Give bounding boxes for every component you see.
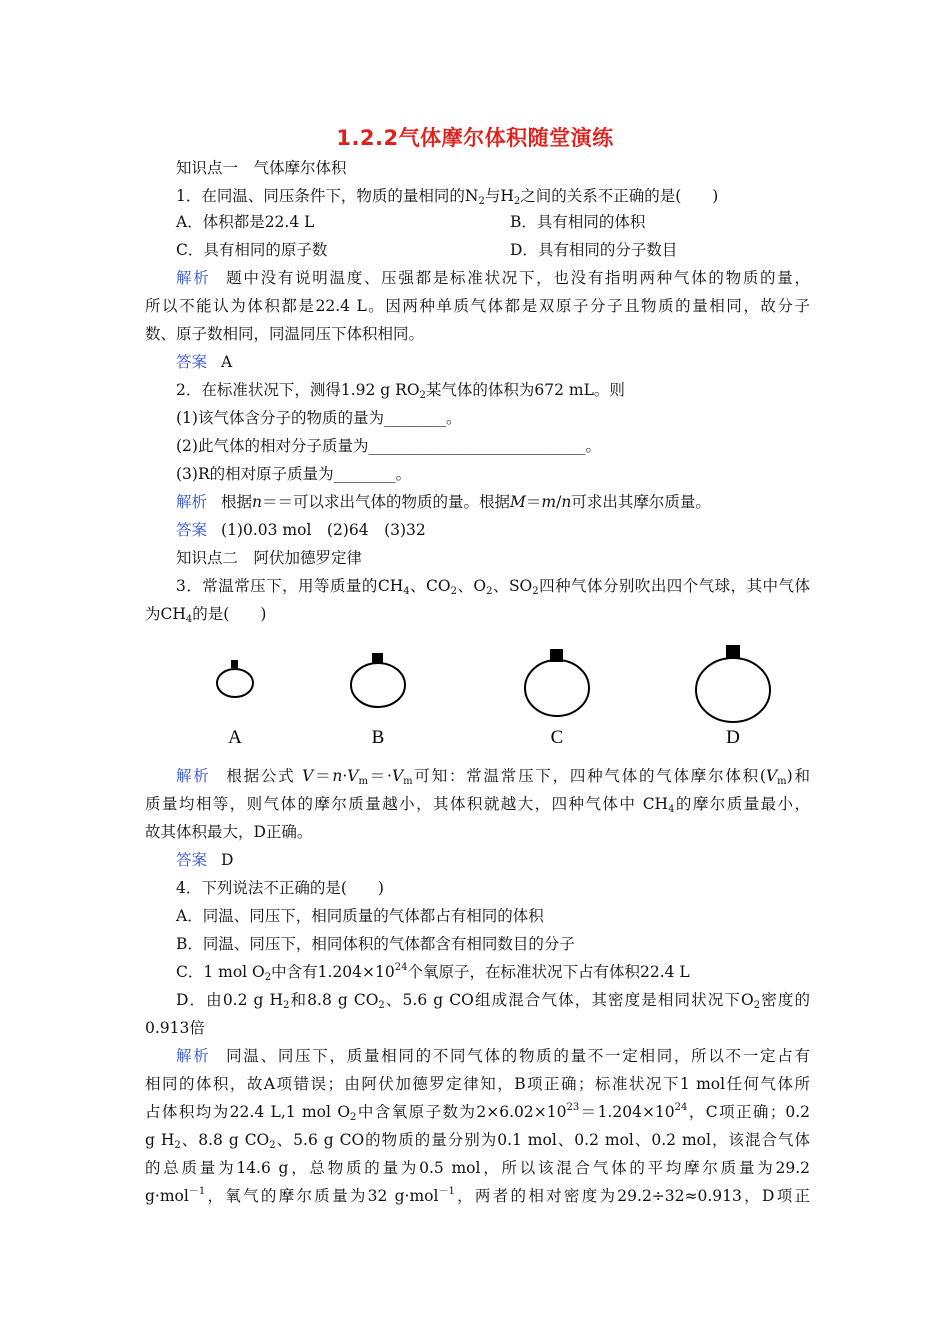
balloon-b-body [351,663,405,707]
question-4-option-b: B．同温、同压下，相同体积的气体都含有相同数目的分子 [176,935,575,953]
question-4-analysis-line-5: 的总质量为14.6 g，总物质的量为0.5 mol，所以该混合气体的平均摩尔质量为29.2 [145,1159,810,1177]
question-3-stem-line-1: 3．常温常压下，用等质量的$CH_4$、$CO_2$、$O_2$、$SO_2$四种气体分别吹出四个气球，其中气体 [176,577,810,597]
question-4-analysis-line-4: g $H_2$、8.8 g $CO_2$、5.6 g CO的物质的量分别为0.1 mol、0.2 mol、0.2 mol，该混合气体 [145,1131,810,1151]
question-1-stem: 1．在同温、同压条件下，物质的量相同的$N_2$与$H_2$之间的关系不正确的是( ) [176,187,719,207]
balloon-a-label: A [228,727,242,748]
section-heading-1: 知识点一 气体摩尔体积 [176,159,347,177]
balloon-d-knot [726,645,740,659]
question-4-analysis-line-6: g·mol$^{-1}$，氧气的摩尔质量为32 g·mol$^{-1}$，两者的相对密度为29.2÷32≈0.913，D项正 [145,1186,810,1205]
balloon-c [525,649,589,748]
question-1-analysis-line-2: 所以不能认为体积都是22.4 L。因两种单质气体都是双原子分子且物质的量相同，故分子 [145,297,810,315]
question-2-part-2: (2)此气体的相对分子质量为____________________________。 [176,437,601,455]
option-b: B．具有相同的体积 [510,213,646,231]
question-3-stem-line-2: 为$CH_4$的是( ) [145,605,267,625]
balloon-b-label: B [371,727,385,748]
option-d: D．具有相同的分子数目 [510,241,678,259]
balloon-a-knot [231,660,238,668]
option-a: A．体积都是22.4 L [176,213,315,231]
answer-label: 答案 [176,851,208,869]
question-4-option-d-line-1: D．由0.2 g $H_2$和8.8 g $CO_2$、5.6 g CO组成混合气体，其密度是相同状况下$O_2$密度的 [176,991,810,1011]
analysis-label: 解析 [176,269,211,287]
question-2-part-1: (1)该气体含分子的物质的量为________。 [176,409,462,427]
balloon-d [696,645,770,748]
question-1-analysis-line-1: 解析 题中没有说明温度、压强都是标准状况下，也没有指明两种气体的物质的量， [176,269,810,287]
question-4-option-c: C．1 mol $O_2$中含有$1.204\times 10^{24}$个氧原子，在标准状况下占有体积22.4 L [176,962,690,983]
question-4-option-d-line-2: 0.913倍 [145,1019,205,1037]
question-2-stem: 2．在标准状况下，测得1.92 g $RO_2$某气体的体积为672 mL。则 [176,381,625,401]
question-2-part-3: (3)R的相对原子质量为________。 [176,465,412,483]
question-1-options-row-2 [176,240,810,260]
page-title: 1.2.2气体摩尔体积随堂演练 [336,126,614,150]
question-4-analysis-line-3: 占体积均为22.4 L,1 mol $O_2$中含氧原子数为$2\times 6.02\times 10^{23}=1.204\times 10^{24}$，C项正确；0.2 [145,1102,810,1123]
analysis-label: 解析 [176,767,211,785]
question-3-analysis-line-2: 质量均相等，则气体的摩尔质量越小，其体积就越大，四种气体中 $CH_4$的摩尔质量最小， [145,795,810,815]
question-3-answer: 答案 D [176,851,234,869]
balloons-figure [200,625,780,755]
balloon-d-label: D [726,727,740,748]
question-3-analysis-line-1: 解析 根据公式 $V=n\cdot V_m=\cdot V_m$可知：常温常压下，四种气体的气体摩尔体积$(V_m)$和 [176,767,810,787]
answer-label: 答案 [176,521,208,539]
question-1-analysis-line-3: 数、原子数相同，同温同压下体积相同。 [145,325,425,343]
question-4-option-a: A．同温、同压下，相同质量的气体都占有相同的体积 [176,907,544,925]
answer-label: 答案 [176,353,208,371]
balloon-a-body [217,669,253,697]
question-1-options-row-1 [176,212,810,232]
balloon-a [217,660,253,748]
balloon-c-label: C [550,727,564,748]
analysis-label: 解析 [176,1047,211,1065]
question-2-analysis: 解析 根据n＝＝可以求出气体的物质的量。根据M＝m/n可求出其摩尔质量。 [176,493,711,511]
balloon-d-body [696,658,770,722]
question-4-stem: 4．下列说法不正确的是( ) [176,879,384,897]
question-4-analysis-line-2: 相同的体积，故A项错误；由阿伏加德罗定律知，B项正确；标准状况下1 mol任何气体所 [145,1075,810,1093]
question-2-answer: 答案 (1)0.03 mol (2)64 (3)32 [176,521,426,539]
option-c: C．具有相同的原子数 [176,241,328,259]
question-1-answer: 答案 A [176,353,233,371]
balloon-c-body [525,660,589,716]
question-3-analysis-line-3: 故其体积最大，D正确。 [145,823,313,841]
balloon-b [351,653,405,748]
question-4-analysis-line-1: 解析 同温、同压下，质量相同的不同气体的物质的量不一定相同，所以不一定占有 [176,1047,810,1065]
section-heading-2: 知识点二 阿伏加德罗定律 [176,549,363,567]
analysis-label: 解析 [176,493,208,511]
